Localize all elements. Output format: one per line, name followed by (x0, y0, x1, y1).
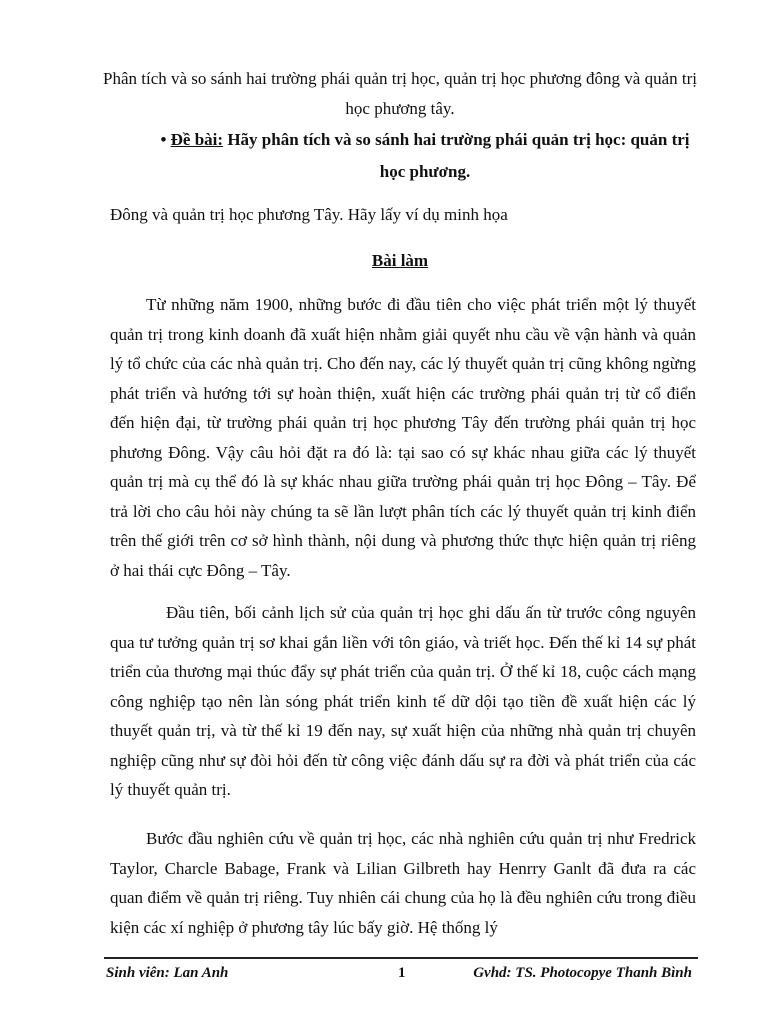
assignment-label: Đề bài: (170, 130, 224, 149)
body-paragraph-1: Từ những năm 1900, những bước đi đầu tiên cho việc phát triển một lý thuyết quản trị trong kinh doanh đã xuất hiện nhằm giải quyết nhu cầu về vận hành và quản lý tổ chức của các nhà quản trị. Cho đến nay, các lý thuyết quản trị cũng không ngừng phát triển và hướng tới sự hoàn thiện, xuất hiện các trường phái quản trị từ cổ điển đến hiện đại, từ trường phái quản trị học phương Tây đến trường phái quản trị học phương Đông. Vậy câu hỏi đặt ra đó là: tại sao có sự khác nhau giữa các lý thuyết quản trị mà cụ thể đó là sự khác nhau giữa trường phái quản trị học Đông – Tây. Để trả lời cho câu hỏi này chúng ta sẽ lần lượt phân tích các lý thuyết quản trị kinh điển trên thế giới trên cơ sở hình thành, nội dung và phương thức thực hiện quản trị riêng ở hai thái cực Đông – Tây. (110, 295, 696, 580)
footer-advisor: Gvhd: TS. Photocopye Thanh Bình (473, 965, 692, 981)
bullet: • (160, 130, 167, 149)
page-footer (104, 960, 698, 986)
footer-student: Sinh viên: Lan Anh (106, 965, 229, 981)
assignment-text: Hãy phân tích và so sánh hai trường phái quản trị học: quản trị học phương. (227, 130, 690, 181)
footer-divider (104, 957, 698, 959)
assignment-continuation: Đông và quản trị học phương Tây. Hãy lấy ví dụ minh họa (110, 205, 508, 224)
page-number: 1 (398, 965, 406, 981)
document-title: Phân tích và so sánh hai trường phái quản trị học, quản trị học phương đông và quản trị học phương tây. (103, 69, 697, 118)
section-heading: Bài làm (371, 251, 429, 270)
body-paragraph-2: Đầu tiên, bối cảnh lịch sử của quản trị học ghi dấu ấn từ trước công nguyên qua tư tưởng quản trị sơ khai gắn liền với tôn giáo, và triết học. Đến thế kỉ 14 sự phát triển của thương mại thúc đẩy sự phát triển của quản trị. Ở thế kỉ 18, cuộc cách mạng công nghiệp tạo nên làn sóng phát triển kinh tế dữ dội tạo tiền đề xuất hiện các lý thuyết quản trị, và từ thế kỉ 19 đến nay, sự xuất hiện của những nhà quản trị chuyên nghiệp cũng như sự đòi hỏi đến từ công việc đánh dấu sự ra đời và phát triển của các lý thuyết quản trị. (110, 603, 696, 799)
body-paragraph-3: Bước đầu nghiên cứu về quản trị học, các nhà nghiên cứu quản trị như Fredrick Taylor, Charcle Babage, Frank và Lilian Gilbreth hay Henrry Ganlt đã đưa ra các quan điểm về quản trị riêng. Tuy nhiên cái chung của họ là đều nghiên cứu trong điều kiện các xí nghiệp ở phương tây lúc bấy giờ. Hệ thống lý (110, 829, 696, 937)
assignment-prompt (150, 124, 700, 188)
